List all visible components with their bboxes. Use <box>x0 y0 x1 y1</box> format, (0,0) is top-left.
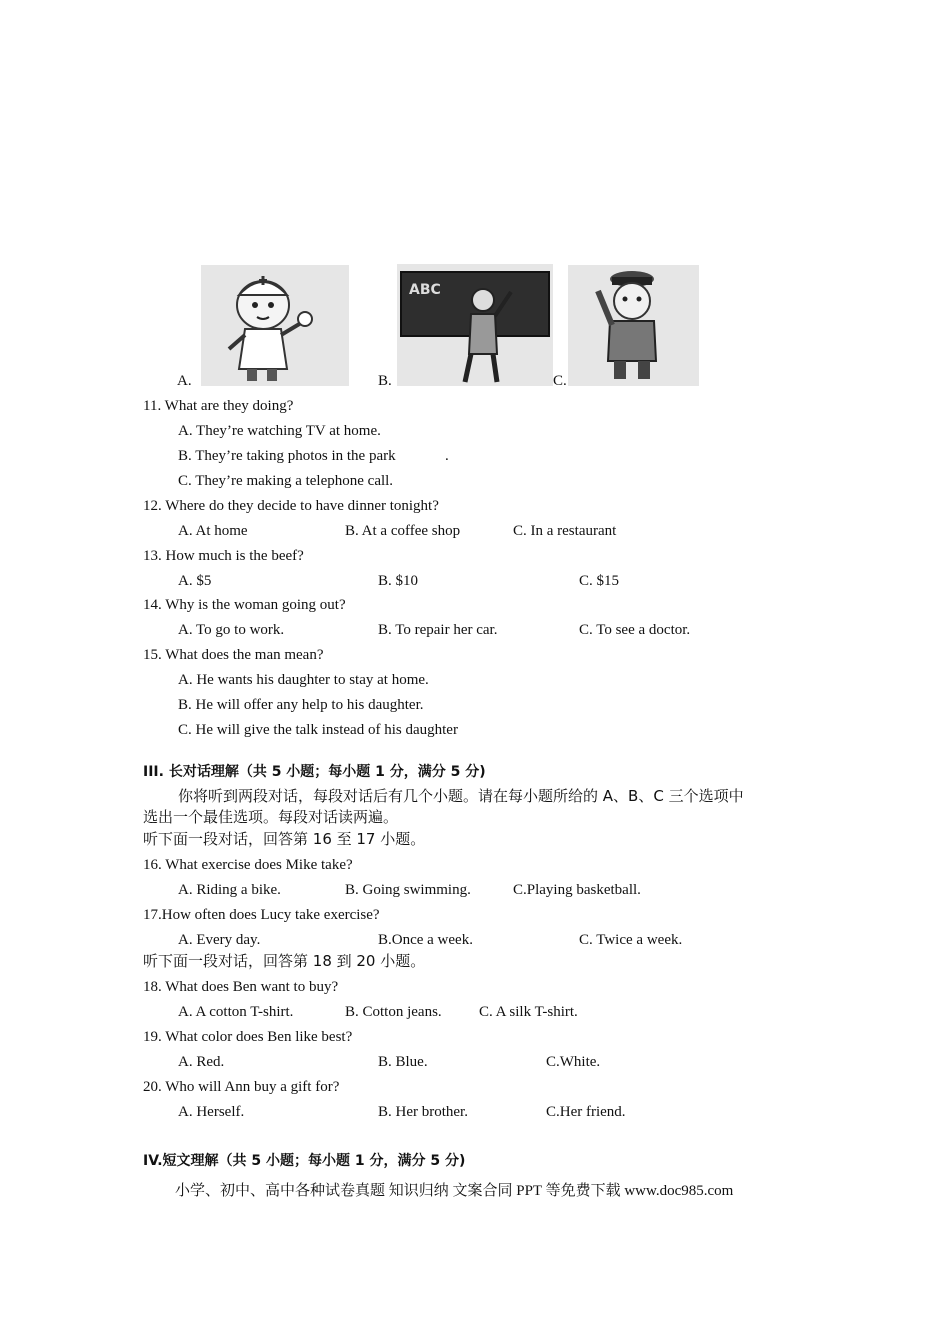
dialogue-2-instruction: 听下面一段对话，回答第 18 到 20 小题。 <box>143 952 426 970</box>
picture-option-c-label: C. <box>553 373 567 389</box>
question-20-option-b: B. Her brother. <box>378 1104 468 1120</box>
blackboard-text: ABC <box>409 282 441 298</box>
question-18-option-a: A. A cotton T-shirt. <box>178 1004 294 1020</box>
question-19-stem: 19. What color does Ben like best? <box>143 1029 353 1045</box>
question-16-option-b: B. Going swimming. <box>345 882 471 898</box>
question-17-option-c: C. Twice a week. <box>579 932 683 948</box>
question-17-option-b: B.Once a week. <box>378 932 473 948</box>
question-16-option-a: A. Riding a bike. <box>178 882 281 898</box>
question-19-option-c: C.White. <box>546 1054 601 1070</box>
question-18-option-b: B. Cotton jeans. <box>345 1004 442 1020</box>
police-officer-icon <box>568 265 699 386</box>
question-15-option-b: B. He will offer any help to his daughter. <box>178 697 424 713</box>
question-12-stem: 12. Where do they decide to have dinner tonight? <box>143 498 439 514</box>
question-12-option-a: A. At home <box>178 523 248 539</box>
question-14-option-b: B. To repair her car. <box>378 622 498 638</box>
footer-download-notice: 小学、初中、高中各种试卷真题 知识归纳 文案合同 PPT 等免费下载 www.doc985.com <box>175 1183 734 1199</box>
question-11-option-b: B. They’re taking photos in the park <box>178 448 396 464</box>
question-13-option-c: C. $15 <box>579 573 620 589</box>
section-3-heading: III. 长对话理解（共 5 小题；每小题 1 分，满分 5 分) <box>143 764 486 780</box>
question-16-stem: 16. What exercise does Mike take? <box>143 857 353 873</box>
question-18-option-c: C. A silk T-shirt. <box>479 1004 578 1020</box>
question-14-option-c: C. To see a doctor. <box>579 622 691 638</box>
question-12-option-c: C. In a restaurant <box>513 523 617 539</box>
question-15-option-c: C. He will give the talk instead of his daughter <box>178 722 458 738</box>
question-13-option-a: A. $5 <box>178 573 212 589</box>
question-18-stem: 18. What does Ben want to buy? <box>143 979 339 995</box>
teacher-blackboard-icon <box>397 264 553 386</box>
nurse-doctor-icon <box>201 265 349 386</box>
section-4-heading: IV.短文理解（共 5 小题；每小题 1 分，满分 5 分) <box>143 1153 466 1169</box>
question-16-option-c: C.Playing basketball. <box>513 882 641 898</box>
question-20-option-c: C.Her friend. <box>546 1104 626 1120</box>
question-11-option-c: C. They’re making a telephone call. <box>178 473 394 489</box>
question-19-option-b: B. Blue. <box>378 1054 428 1070</box>
question-15-option-a: A. He wants his daughter to stay at home. <box>178 672 429 688</box>
question-12-option-b: B. At a coffee shop <box>345 523 461 539</box>
picture-option-a-label: A. <box>177 373 192 389</box>
question-13-option-b: B. $10 <box>378 573 419 589</box>
question-20-option-a: A. Herself. <box>178 1104 245 1120</box>
question-17-stem: 17.How often does Lucy take exercise? <box>143 907 380 923</box>
question-19-option-a: A. Red. <box>178 1054 225 1070</box>
question-13-stem: 13. How much is the beef? <box>143 548 304 564</box>
section-3-instruction-line-1: 你将听到两段对话，每段对话后有几个小题。请在每小题所给的 A、B、C 三个选项中 <box>178 787 744 805</box>
question-11-option-a: A. They’re watching TV at home. <box>178 423 381 439</box>
question-17-option-a: A. Every day. <box>178 932 261 948</box>
question-14-option-a: A. To go to work. <box>178 622 285 638</box>
question-14-stem: 14. Why is the woman going out? <box>143 597 346 613</box>
picture-option-b-label: B. <box>378 373 392 389</box>
question-15-stem: 15. What does the man mean? <box>143 647 324 663</box>
question-11-stem: 11. What are they doing? <box>143 398 294 414</box>
dialogue-1-instruction: 听下面一段对话，回答第 16 至 17 小题。 <box>143 830 426 848</box>
section-3-instruction-line-2: 选出一个最佳选项。每段对话读两遍。 <box>143 808 399 826</box>
question-11-option-b-period: . <box>445 448 449 464</box>
question-20-stem: 20. Who will Ann buy a gift for? <box>143 1079 340 1095</box>
